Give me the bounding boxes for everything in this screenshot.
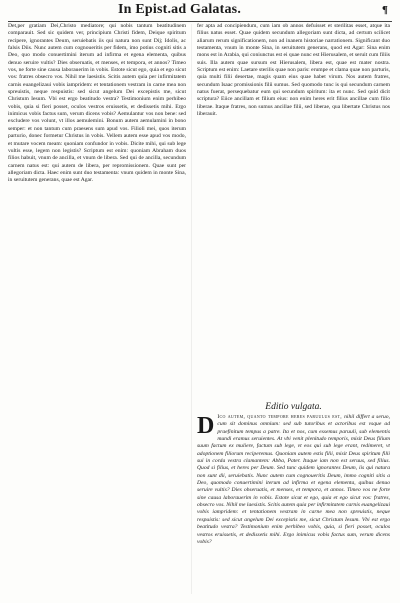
left-column-text: Det,per gratiam Dei,Christo mediatore; qui nobis tantum beatitudinem comparauit. Sed sic quidem ver, principium Christi fidem, Deique spiritum recipere, ignorantes Deum, seruiebatis iis qui natura non sunt Dij; Idolis, ac falsis Diis. Nunc autem cum cognoueritis per fidem, imo potius cogniti sitis a Deo, quo modo conuertimini iterum ad infirma et egena elementa, quibus denuo seruire vultis? Dies obseruatis, et menses, et tempora, et annos? Timeo vos, ne forte sine causa laborauerim in vobis. Estote sicut ego, quia et ego sicut vos: fratres obsecro vos. Nihil me laesistis. Scitis autem quia per infirmitatem carnis euangelizaui vobis iampridem: et tentationem vestram in carne mea non spreuistis, neque respuistis: sed sicut angelum Dei excepistis me, sicut Christum Iesum. Vbi est ergo beatitudo vestra? Testimonium enim perhibeo vobis, quia si fieri posset, oculos vestros eruissetis, et dedissetis mihi. Ergo inimicus vobis factus sum, verum dicens vobis? Aemulantur vos non bene: sed excludere vos volunt, vt illos aemulemini. Bonum autem aemulamini in bono semper: et non tantum cum praesens sum apud vos. Filioli mei, quos iterum parturio, donec formetur Christus in vobis. Vellem autem esse apud vos modo, et mutare vocem meam: quoniam confundor in vobis. Dicite mihi, qui sub lege vultis esse, legem non legistis? Scriptum est enim: quoniam Abraham duos filios habuit, vnum de ancilla, et vnum de libera. Sed qui de ancilla, secundum carnem natus est: qui autem de libera, per repromissionem. Quae sunt per allegoriam dicta. Haec enim sunt duo testamenta: vnum quidem in monte Sina, in seruitutem generans, quae est Agar. (8, 23, 186, 184)
drop-cap: D (197, 414, 215, 439)
commentary-right-column (197, 23, 390, 403)
running-header (0, 2, 400, 22)
vulgate-intro: Ico autem, quanto tempore heres paruulus est, (217, 414, 345, 420)
vulgate-text-block (197, 414, 390, 596)
header-rule (8, 21, 392, 22)
column-gutter (191, 24, 192, 594)
page-title: In Epist.ad Galatas. (118, 2, 242, 17)
right-column-text: fer apta ad concipiendum, cum iam ob annos defuisset et sterilitas esset, atque ita filius natus esset. Quae quidem secundum allegoriam sunt dicta, ad certum scilicet aliarum rerum significationem, non ad inanem historiae narrationem. Significant duo testamenta, vnum in monte Sina, in seruitutem generans, quod est Agar: Sina enim mons est in Arabia, qui coniunctus est ei quae nunc est Hierusalem, et seruit cum filiis suis. Illa autem quae sursum est Hierusalem, libera est, quae est mater nostra. Scriptum est enim: Laetare sterilis quae non paris: erumpe et clama quae non parturis, quia multi filii desertae, magis quam eius quae habet virum. Nos autem fratres, secundum Isaac promissionis filii sumus. Sed quomodo tunc is qui secundum carnem natus fuerat, persequebatur eum qui secundum spiritum: ita et nunc. Sed quid dicit scriptura? Eiice ancillam et filium eius: non enim heres erit filius ancillae cum filio liberae. Itaque fratres, non sumus ancillae filii, sed liberae, qua libertate Christus nos liberauit. (197, 23, 390, 118)
commentary-left-column (8, 23, 186, 599)
section-heading: Editio vulgata. (265, 402, 322, 412)
folio-mark: ¶ (382, 4, 388, 16)
vulgate-body: nihil differt a seruo, cum sit dominus omnium: sed sub tutoribus et actoribus est vsque ad praefinitum tempus a patre. Ita et nos, cum essemus paruuli, sub elementis mundi eramus seruientes. At vbi venit plenitudo temporis, misit Deus filium suum factum ex muliere, factum sub lege, vt eos qui sub lege erant, redimeret, vt adoptionem filiorum reciperemus. Quoniam autem estis filii, misit Deus spiritum filii sui in corda vestra clamantem: Abba, Pater. Itaque iam non est seruus, sed filius. Quod si filius, et heres per Deum. Sed tunc quidem ignorantes Deum, iis qui natura non sunt dii, seruiebatis. Nunc autem cum cognoueritis Deum, immo cogniti sitis a Deo, quomodo conuertimini iterum ad infirma et egena elementa, quibus denuo seruire vultis? Dies obseruatis, et menses, et tempora, et annos. Timeo vos ne forte sine causa laborauerim in vobis. Estote sicut et ego, quia et ego sicut vos: fratres, obsecro vos. Nihil me laesistis. Scitis autem quia per infirmitatem carnis euangelizaui vobis iampridem: et tentationem vestram in carne mea non spreuistis, neque respuistis: sed sicut angelum Dei excepistis me, sicut Christum Iesum. Vbi est ergo beatitudo vestra? Testimonium enim perhibeo vobis, quia, si fieri posset, oculos vestros eruissetis, et dedissetis mihi. Ergo inimicus vobis factus sum, verum dicens vobis? (197, 414, 390, 545)
